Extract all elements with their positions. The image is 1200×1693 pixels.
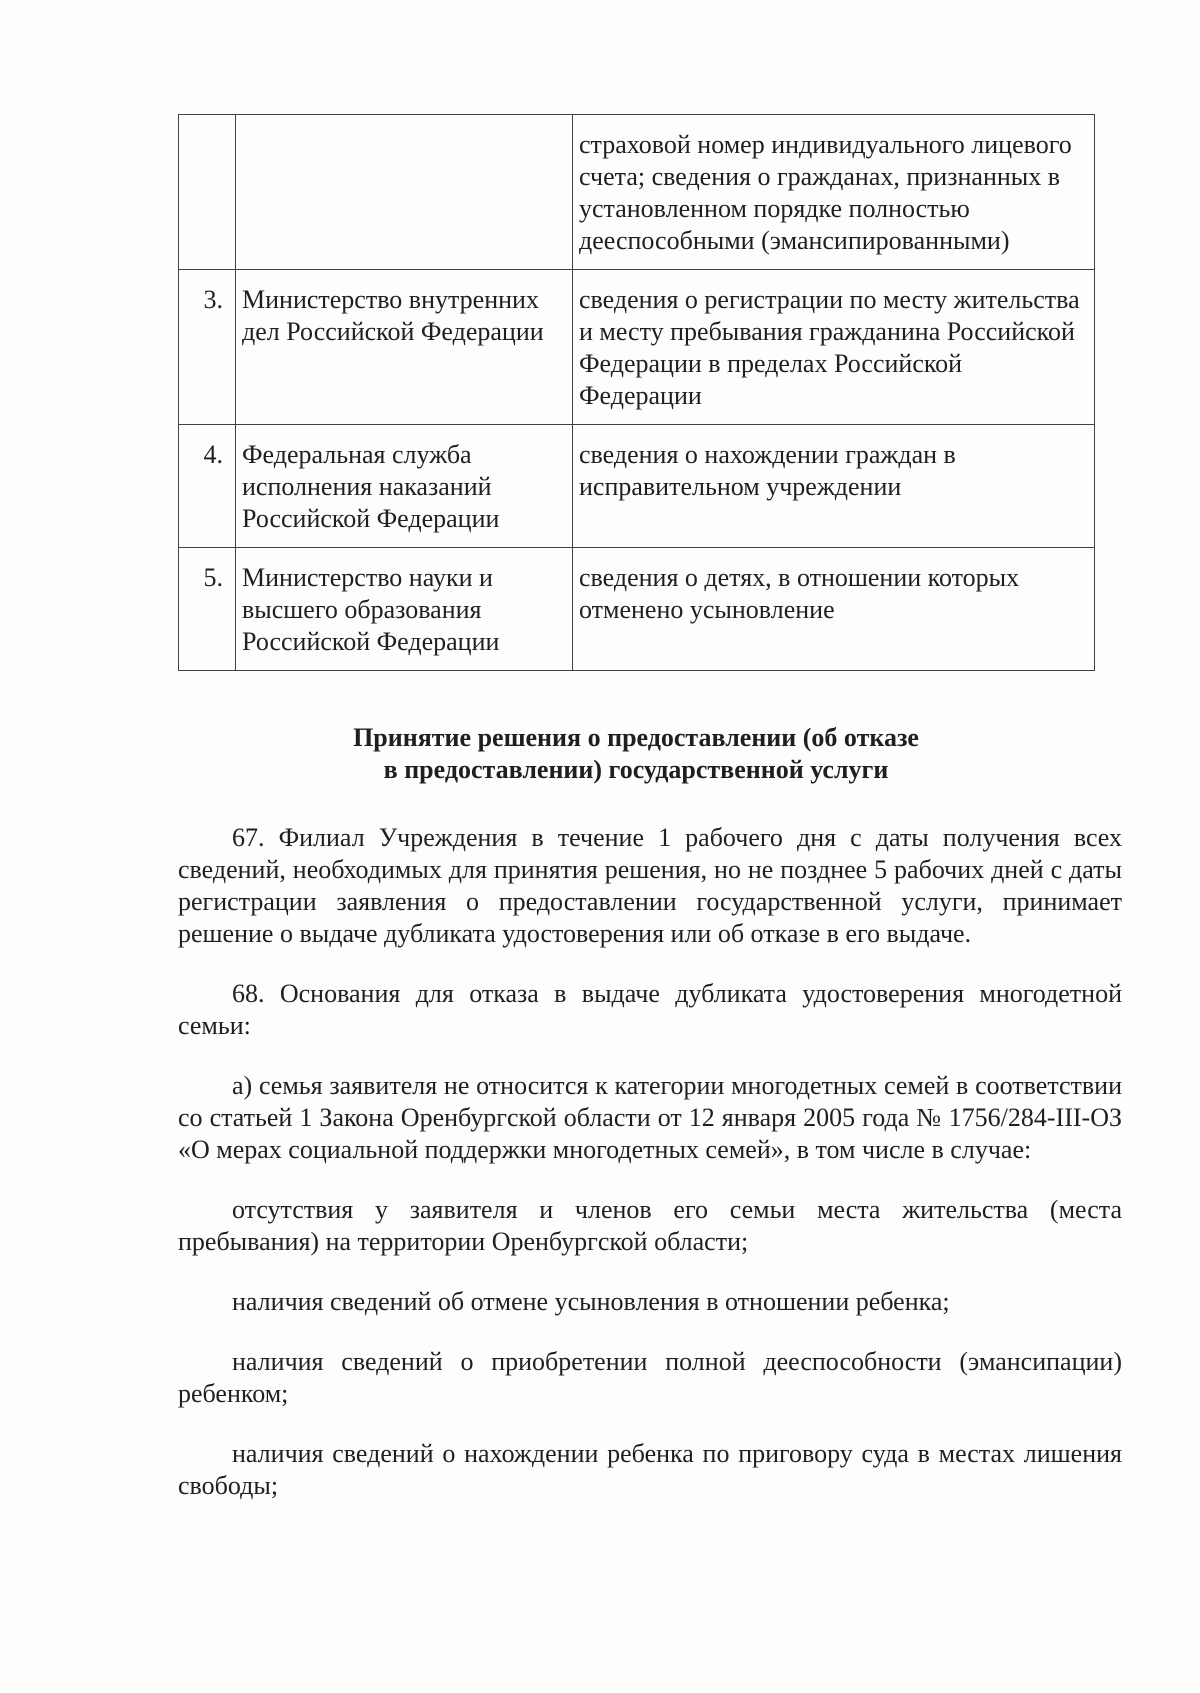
row-number: 4. <box>179 425 236 548</box>
paragraph-no-residence: отсутствия у заявителя и членов его семьи места жительства (места пребывания) на территории Оренбургской области; <box>178 1195 1122 1256</box>
agency-name <box>236 115 573 270</box>
paragraph-emancipation: наличия сведений о приобретении полной дееспособности (эмансипации) ребенком; <box>178 1347 1122 1408</box>
agency-name: Министерство науки и высшего образования Российской Федерации <box>236 548 573 671</box>
info-description: сведения о нахождении граждан в исправительном учреждении <box>573 425 1095 548</box>
table-row <box>179 115 1095 270</box>
section-heading-line-2: в предоставлении) государственной услуги <box>383 755 889 784</box>
row-number <box>179 115 236 270</box>
info-description: страховой номер индивидуального лицевого счета; сведения о гражданах, признанных в установленном порядке полностью дееспособными (эмансипированными) <box>573 115 1095 270</box>
table-row <box>179 425 1095 548</box>
agency-name: Министерство внутренних дел Российской Федерации <box>236 270 573 425</box>
paragraph-68: 68. Основания для отказа в выдаче дубликата удостоверения многодетной семьи: <box>178 979 1122 1040</box>
row-number: 5. <box>179 548 236 671</box>
row-number: 3. <box>179 270 236 425</box>
section-heading <box>178 722 1094 786</box>
paragraph-adoption-cancelled: наличия сведений об отмене усыновления в отношении ребенка; <box>232 1287 950 1316</box>
paragraph-68-a: а) семья заявителя не относится к категории многодетных семей в соответствии со статьей 1 Закона Оренбургской области от 12 января 2005 года № 1756/284-III-ОЗ «О мерах социальной поддержки многодетных семей», в том числе в случае: <box>178 1071 1122 1164</box>
body-text <box>178 822 1122 1530</box>
table-row <box>179 270 1095 425</box>
agency-name: Федеральная служба исполнения наказаний Российской Федерации <box>236 425 573 548</box>
agency-info-table <box>178 114 1095 671</box>
paragraph-imprisonment: наличия сведений о нахождении ребенка по приговору суда в местах лишения свободы; <box>178 1439 1122 1500</box>
info-description: сведения о регистрации по месту жительства и месту пребывания гражданина Российской Федерации в пределах Российской Федерации <box>573 270 1095 425</box>
paragraph-67: 67. Филиал Учреждения в течение 1 рабочего дня с даты получения всех сведений, необходимых для принятия решения, но не позднее 5 рабочих дней с даты регистрации заявления о предоставлении государственной услуги, принимает решение о выдаче дубликата удостоверения или об отказе в его выдаче. <box>178 823 1122 948</box>
table-row <box>179 548 1095 671</box>
section-heading-line-1: Принятие решения о предоставлении (об отказе <box>353 723 919 752</box>
info-description: сведения о детях, в отношении которых отменено усыновление <box>573 548 1095 671</box>
